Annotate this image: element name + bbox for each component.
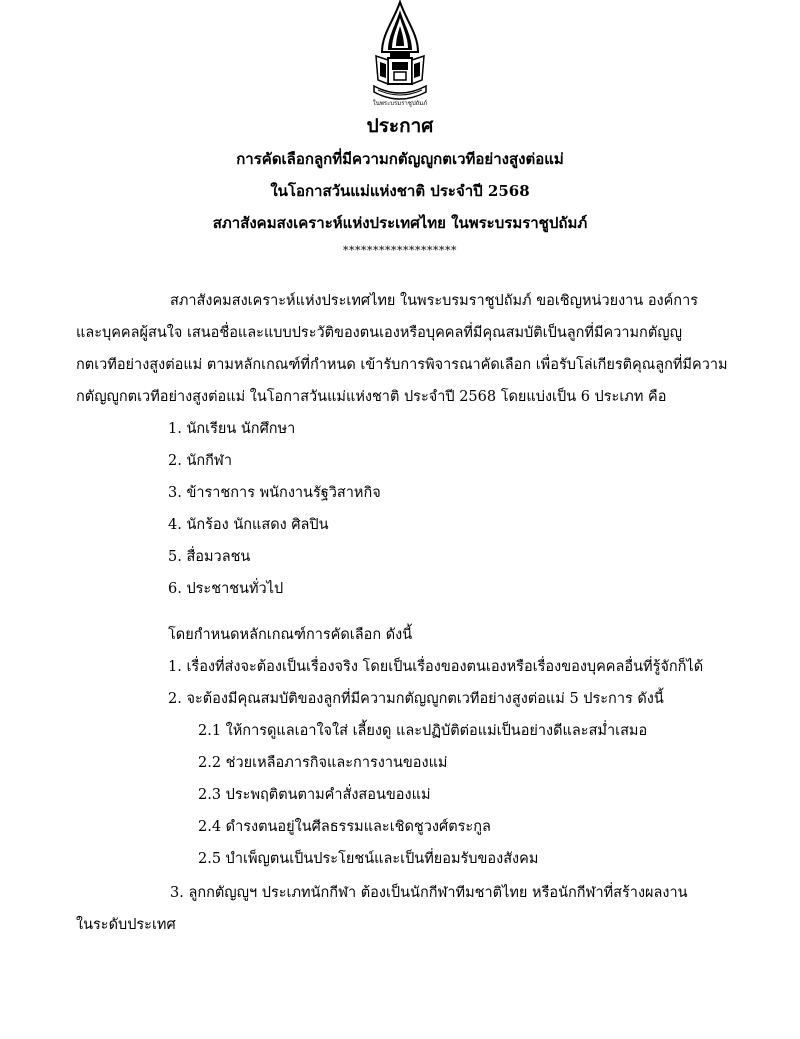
intro-line: สภาสังคมสงเคราะห์แห่งประเทศไทย ในพระบรมราชูปถัมภ์ ขอเชิญหน่วยงาน องค์การ <box>170 293 699 309</box>
criteria-item: 2. จะต้องมีคุณสมบัติของลูกที่มีความกตัญญูกตเวทีอย่างสูงต่อแม่ 5 ประการ ดังนี้ <box>168 691 664 707</box>
page-title: ประกาศ <box>366 115 434 137</box>
criteria-heading: โดยกำหนดหลักเกณฑ์การคัดเลือก ดังนี้ <box>168 627 413 643</box>
criteria-sub-item: 2.1 ให้การดูแลเอาใจใส่ เลี้ยงดู และปฏิบัติต่อแม่เป็นอย่างดีและสม่ำเสมอ <box>198 723 648 739</box>
category-item: 5. สื่อมวลชน <box>168 549 251 565</box>
category-item: 2. นักกีฬา <box>168 453 232 469</box>
criteria-sub-item: 2.5 บำเพ็ญตนเป็นประโยชน์และเป็นที่ยอมรับของสังคม <box>198 851 539 867</box>
category-item: 3. ข้าราชการ พนักงานรัฐวิสาหกิจ <box>168 485 381 501</box>
intro-line: และบุคคลผู้สนใจ เสนอชื่อและแบบประวัติของตนเองหรือบุคคลที่มีคุณสมบัติเป็นลูกที่มีความกตัญญู <box>76 325 682 341</box>
subtitle-organization: สภาสังคมสงเคราะห์แห่งประเทศไทย ในพระบรมราชูปถัมภ์ <box>212 214 588 232</box>
divider-stars: ******************* <box>343 244 457 257</box>
category-item: 4. นักร้อง นักแสดง ศิลปิน <box>168 517 329 533</box>
intro-line: กตเวทีอย่างสูงต่อแม่ ตามหลักเกณฑ์ที่กำหนด เข้ารับการพิจารณาคัดเลือก เพื่อรับโล่เกียรติคุณลูกที่มีความ <box>76 357 728 373</box>
subtitle-occasion: ในโอกาสวันแม่แห่งชาติ ประจำปี 2568 <box>270 182 530 200</box>
emblem-icon <box>360 0 440 110</box>
criteria-item-continuation: ในระดับประเทศ <box>76 917 176 933</box>
category-item: 1. นักเรียน นักศึกษา <box>168 421 296 437</box>
criteria-sub-item: 2.2 ช่วยเหลือภารกิจและการงานของแม่ <box>198 755 448 771</box>
criteria-sub-item: 2.4 ดำรงตนอยู่ในศีลธรรมและเชิดชูวงศ์ตระกูล <box>198 819 491 835</box>
criteria-sub-item: 2.3 ประพฤติตนตามคำสั่งสอนของแม่ <box>198 787 431 803</box>
category-item: 6. ประชาชนทั่วไป <box>168 581 284 597</box>
emblem-caption: ในพระบรมราชูปถัมภ์ <box>372 100 428 107</box>
criteria-item: 1. เรื่องที่ส่งจะต้องเป็นเรื่องจริง โดยเป็นเรื่องของตนเองหรือเรื่องของบุคคลอื่นที่รู้จักก็ได้ <box>168 659 704 675</box>
intro-line: กตัญญูกตเวทีอย่างสูงต่อแม่ ในโอกาสวันแม่แห่งชาติ ประจำปี 2568 โดยแบ่งเป็น 6 ประเภท คือ <box>76 389 667 405</box>
criteria-item: 3. ลูกกตัญญูฯ ประเภทนักกีฬา ต้องเป็นนักกีฬาทีมชาติไทย หรือนักกีฬาที่สร้างผลงาน <box>170 885 688 901</box>
subtitle-selection: การคัดเลือกลูกที่มีความกตัญญูกตเวทีอย่างสูงต่อแม่ <box>236 150 564 168</box>
